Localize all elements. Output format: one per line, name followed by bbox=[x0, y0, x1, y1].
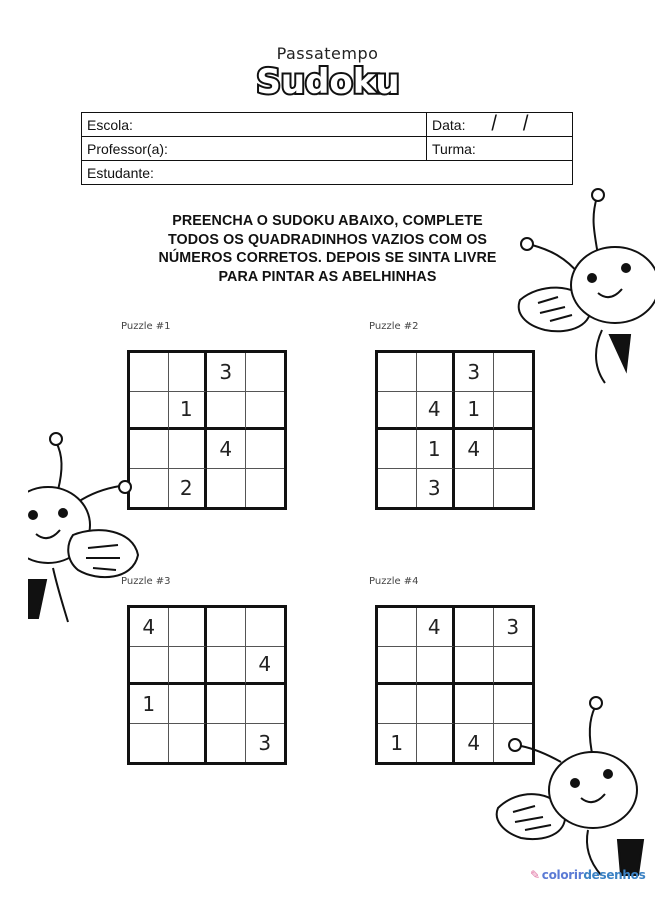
puzzle-1-label: Puzzle #1 bbox=[121, 321, 171, 332]
instruction-line: PREENCHA O SUDOKU ABAIXO, COMPLETE bbox=[172, 213, 483, 229]
sudoku-cell[interactable] bbox=[455, 647, 494, 686]
sudoku-cell: 4 bbox=[207, 430, 246, 469]
sudoku-cell: 4 bbox=[417, 608, 456, 647]
title-text: Sudoku bbox=[255, 62, 400, 102]
sudoku-cell[interactable] bbox=[207, 647, 246, 686]
sudoku-cell: 4 bbox=[455, 430, 494, 469]
sudoku-cell: 1 bbox=[130, 685, 169, 724]
sudoku-cell[interactable] bbox=[169, 647, 208, 686]
date-slash-2: / bbox=[522, 111, 529, 137]
instruction-line: PARA PINTAR AS ABELHINHAS bbox=[218, 268, 437, 285]
sudoku-cell: 3 bbox=[417, 469, 456, 508]
watermark-logo bbox=[530, 868, 645, 882]
sudoku-cell: 4 bbox=[455, 724, 494, 763]
sudoku-cell[interactable] bbox=[169, 353, 208, 392]
sudoku-cell: 1 bbox=[169, 392, 208, 431]
sudoku-cell[interactable] bbox=[246, 469, 285, 508]
sudoku-cell[interactable] bbox=[207, 724, 246, 763]
sudoku-cell[interactable] bbox=[417, 353, 456, 392]
instruction-line: TODOS OS QUADRADINHOS VAZIOS COM OS bbox=[167, 231, 488, 248]
sudoku-cell[interactable] bbox=[494, 647, 533, 686]
date-slash-1: / bbox=[491, 111, 497, 137]
instruction-line: NÚMEROS CORRETOS. DEPOIS SE SINTA LIVRE bbox=[158, 250, 497, 266]
sudoku-cell[interactable] bbox=[378, 647, 417, 686]
sudoku-cell[interactable] bbox=[169, 724, 208, 763]
date-field[interactable] bbox=[427, 113, 573, 137]
teacher-field[interactable] bbox=[82, 137, 427, 161]
sudoku-cell[interactable] bbox=[246, 353, 285, 392]
sudoku-cell[interactable] bbox=[169, 608, 208, 647]
sudoku-cell[interactable] bbox=[130, 353, 169, 392]
sudoku-cell[interactable] bbox=[494, 430, 533, 469]
sudoku-cell[interactable] bbox=[455, 608, 494, 647]
student-label: Estudante: bbox=[87, 164, 154, 181]
sudoku-cell[interactable] bbox=[207, 608, 246, 647]
school-label: Escola: bbox=[87, 116, 133, 133]
sudoku-cell[interactable] bbox=[246, 430, 285, 469]
sudoku-grid-1 bbox=[127, 350, 287, 510]
bee-illustration-bottom-right bbox=[493, 690, 655, 880]
sudoku-cell[interactable] bbox=[455, 685, 494, 724]
sudoku-cell[interactable] bbox=[455, 469, 494, 508]
sudoku-cell[interactable] bbox=[417, 724, 456, 763]
sudoku-cell: 1 bbox=[378, 724, 417, 763]
watermark-part2: desenhos bbox=[583, 868, 646, 882]
sudoku-cell[interactable] bbox=[417, 685, 456, 724]
sudoku-cell[interactable] bbox=[169, 430, 208, 469]
puzzle-4-label: Puzzle #4 bbox=[369, 576, 419, 587]
puzzle-2-label: Puzzle #2 bbox=[369, 321, 419, 332]
school-field[interactable] bbox=[82, 113, 427, 137]
sudoku-cell[interactable] bbox=[494, 392, 533, 431]
sudoku-cell: 3 bbox=[494, 608, 533, 647]
sudoku-cell[interactable] bbox=[130, 392, 169, 431]
sudoku-cell[interactable] bbox=[378, 430, 417, 469]
crayon-icon: ✎ bbox=[530, 868, 540, 882]
date-label: Data: bbox=[432, 117, 466, 133]
class-field[interactable] bbox=[427, 137, 573, 161]
sudoku-cell: 2 bbox=[169, 469, 208, 508]
sudoku-cell[interactable] bbox=[378, 608, 417, 647]
teacher-label: Professor(a): bbox=[87, 140, 168, 157]
sudoku-cell: 4 bbox=[417, 392, 456, 431]
page-subtitle: Passatempo bbox=[276, 44, 379, 63]
sudoku-cell[interactable] bbox=[378, 353, 417, 392]
bee-illustration-top-right bbox=[510, 185, 655, 385]
class-label: Turma: bbox=[432, 140, 476, 157]
sudoku-cell: 3 bbox=[455, 353, 494, 392]
sudoku-cell[interactable] bbox=[207, 685, 246, 724]
sudoku-cell[interactable] bbox=[246, 685, 285, 724]
bee-illustration-left bbox=[28, 430, 146, 625]
sudoku-cell[interactable] bbox=[378, 685, 417, 724]
page-title bbox=[0, 62, 655, 102]
info-form bbox=[81, 112, 573, 185]
sudoku-cell[interactable] bbox=[130, 647, 169, 686]
sudoku-cell: 1 bbox=[417, 430, 456, 469]
sudoku-cell[interactable] bbox=[417, 647, 456, 686]
sudoku-cell[interactable] bbox=[207, 469, 246, 508]
sudoku-cell: 4 bbox=[246, 647, 285, 686]
sudoku-cell[interactable] bbox=[130, 724, 169, 763]
sudoku-cell: 1 bbox=[455, 392, 494, 431]
sudoku-cell: 4 bbox=[130, 608, 169, 647]
sudoku-cell[interactable] bbox=[494, 469, 533, 508]
sudoku-cell[interactable] bbox=[378, 392, 417, 431]
puzzle-3-label: Puzzle #3 bbox=[121, 576, 171, 587]
sudoku-cell: 3 bbox=[258, 730, 272, 755]
sudoku-cell[interactable] bbox=[246, 608, 285, 647]
sudoku-cell[interactable] bbox=[169, 685, 208, 724]
instructions bbox=[140, 212, 515, 286]
sudoku-cell[interactable] bbox=[207, 392, 246, 431]
student-field[interactable] bbox=[82, 161, 573, 185]
sudoku-cell[interactable] bbox=[246, 392, 285, 431]
sudoku-grid-3 bbox=[127, 605, 287, 765]
sudoku-cell[interactable] bbox=[378, 469, 417, 508]
sudoku-cell: 3 bbox=[207, 353, 246, 392]
watermark-part1: colorir bbox=[541, 868, 584, 882]
